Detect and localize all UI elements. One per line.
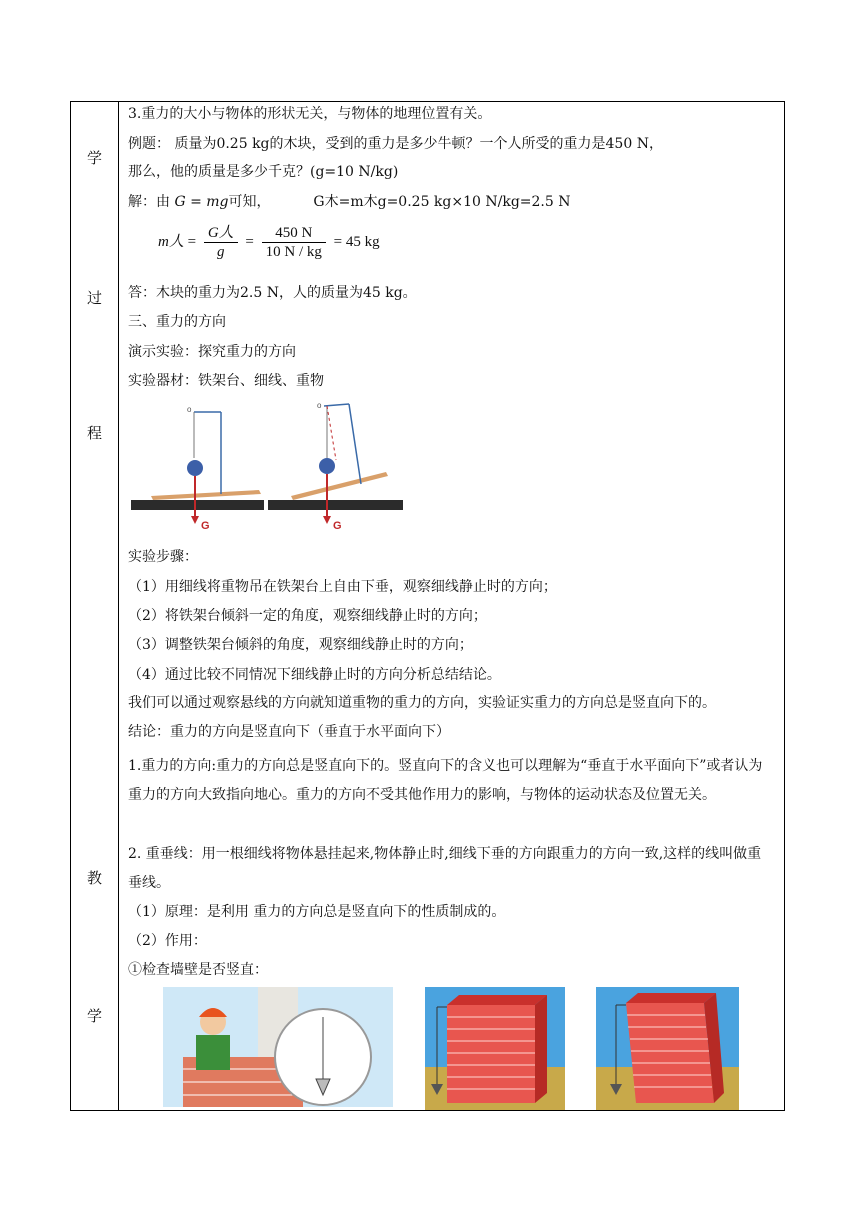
side-label-2: 过 xyxy=(86,289,102,307)
wall-top xyxy=(626,993,716,1003)
example-line-2: 那么，他的质量是多少千克？(g=10 N/kg) xyxy=(128,164,399,180)
label-o-left: o xyxy=(187,405,192,414)
experiment-figure xyxy=(131,400,403,532)
mass-formula: m人 = $\frac{\text{G人}}{g}$ = $\frac{450 N}{10 N / kg}$ = 45 kg xyxy=(158,225,380,260)
arrow-head-right xyxy=(323,516,331,524)
observation: 我们可以通过观察悬线的方向就知道重物的重力的方向，实验证实重力的方向总是竖直向下的。 xyxy=(128,695,716,711)
side-label-5: 学 xyxy=(86,1007,102,1025)
wall-top xyxy=(447,995,547,1005)
answer-line: 答：木块的重力为2.5 N，人的质量为45 kg。 xyxy=(128,285,417,301)
fraction-2-num: 450 N xyxy=(262,224,326,243)
formula-lhs: m人 xyxy=(158,233,184,250)
side-label-1: 学 xyxy=(86,149,102,167)
label-g-right: G xyxy=(333,520,342,532)
column-divider xyxy=(118,102,119,1110)
steps-title: 实验步骤： xyxy=(128,549,198,565)
wall-front xyxy=(626,1003,714,1103)
worker-picture xyxy=(163,987,393,1107)
label-g-left: G xyxy=(201,520,210,532)
side-label-4: 教 xyxy=(86,869,102,887)
check-wall: ①检查墙壁是否竖直： xyxy=(128,962,268,978)
use-title: （2）作用： xyxy=(128,933,207,949)
paragraph-direction: 1.重力的方向:重力的方向总是竖直向下的。竖直向下的含义也可以理解为“垂直于水平面向下”或者认为重力的方向大致指向地心。重力的方向不受其他作用力的影响，与物体的运动状态及位置无关。 xyxy=(128,758,763,803)
label-o-right: o xyxy=(317,401,322,410)
stand-pole-right xyxy=(349,404,361,484)
paragraph-plumb: 2. 重垂线：用一根细线将物体悬挂起来,物体静止时,细线下垂的方向跟重力的方向一致,这样的线叫做重垂线。 xyxy=(128,846,762,891)
fraction-1 xyxy=(204,224,238,261)
formula-g-mg: G = mg xyxy=(174,194,229,210)
dashed-line-right xyxy=(327,406,336,460)
arrow-head-left xyxy=(191,516,199,524)
principle: （1）原理：是利用 重力的方向总是竖直向下的性质制成的。 xyxy=(128,904,506,920)
example-line: 例题： 质量为0.25 kg的木块，受到的重力是多少牛顿？一个人所受的重力是450 N， xyxy=(128,136,663,152)
weight-left xyxy=(187,460,203,476)
fraction-2 xyxy=(262,224,326,261)
weight-right xyxy=(319,458,335,474)
step-1: （1）用细线将重物吊在铁架台上自由下垂，观察细线静止时的方向； xyxy=(128,579,557,595)
tilted-wall-picture xyxy=(596,987,739,1110)
formula-result: = 45 kg xyxy=(333,233,380,250)
text-line: 3.重力的大小与物体的形状无关，与物体的地理位置有关。 xyxy=(128,106,492,122)
solution-suffix: 可知， xyxy=(228,194,271,210)
stand-top-right xyxy=(324,404,349,406)
base-right xyxy=(268,500,403,510)
worker-body xyxy=(196,1035,230,1070)
base-left xyxy=(131,500,264,510)
step-2: （2）将铁架台倾斜一定的角度，观察细线静止时的方向； xyxy=(128,608,487,624)
wood-right xyxy=(291,472,388,500)
wood-gravity-calc: G木=m木g=0.25 kg×10 N/kg=2.5 N xyxy=(313,194,571,210)
wood-left xyxy=(151,490,261,500)
step-3: （3）调整铁架台倾斜的角度，观察细线静止时的方向； xyxy=(128,637,473,653)
wall-side xyxy=(535,995,547,1103)
lesson-table xyxy=(70,101,785,1111)
demo-line: 演示实验：探究重力的方向 xyxy=(128,344,296,360)
step-4: （4）通过比较不同情况下细线静止时的方向分析总结结论。 xyxy=(128,667,501,683)
solution-line xyxy=(128,193,570,211)
side-label-3: 程 xyxy=(86,424,102,442)
fraction-1-den: g xyxy=(216,244,225,260)
conclusion: 结论：重力的方向是竖直向下（垂直于水平面向下） xyxy=(128,724,450,740)
straight-wall-picture xyxy=(425,987,565,1110)
solution-prefix: 解：由 xyxy=(128,194,170,210)
wall-front xyxy=(447,1005,535,1103)
fraction-1-num: G人 xyxy=(204,224,238,243)
section-heading: 三、重力的方向 xyxy=(128,314,226,330)
fraction-2-den: 10 N / kg xyxy=(265,244,322,260)
materials-line: 实验器材：铁架台、细线、重物 xyxy=(128,373,324,389)
